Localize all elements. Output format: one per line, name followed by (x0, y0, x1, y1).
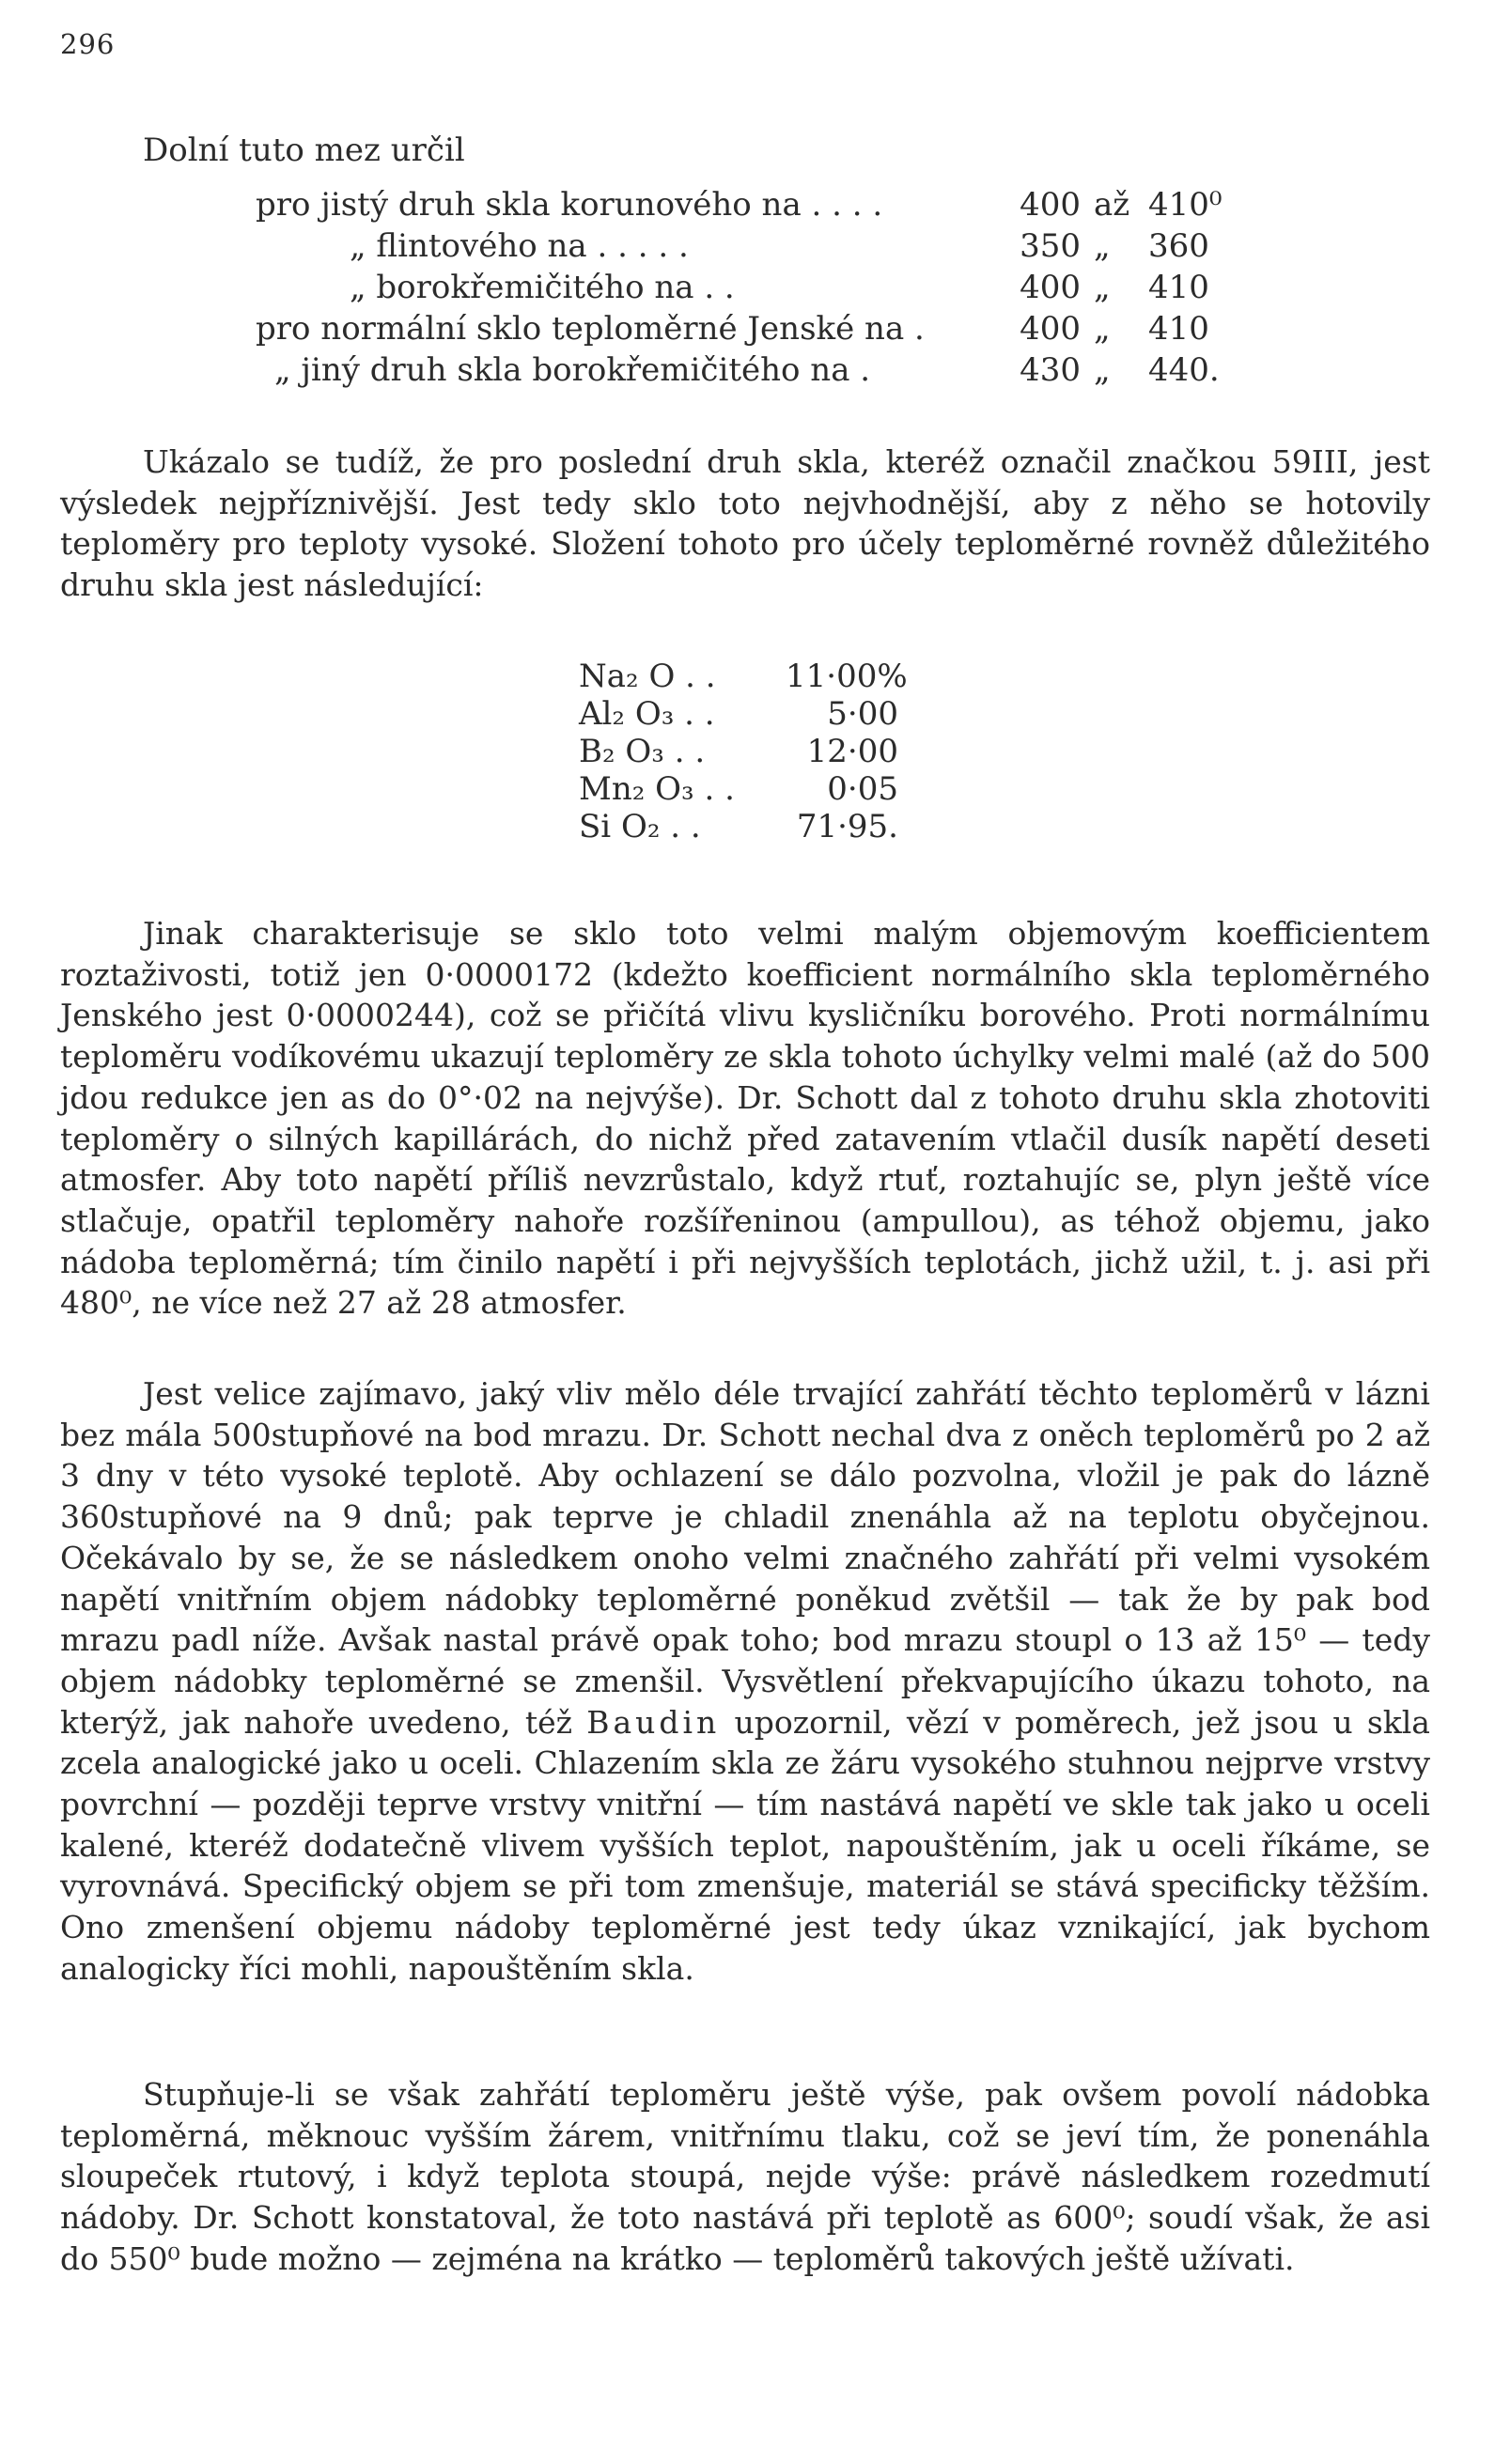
limits-to: 410 (1148, 269, 1209, 306)
limits-from: 430 (1020, 351, 1081, 389)
oxide-percent: 11·00% (786, 658, 908, 695)
limits-row (0, 186, 1495, 227)
limits-desc: „ jiný druh skla borokřemičitého na . (274, 351, 871, 389)
oxide-formula: Si O₂ . . (579, 808, 701, 845)
oxide-percent: 5·00 (827, 695, 898, 733)
limits-row (0, 351, 1495, 393)
limits-desc: pro normální sklo teploměrné Jenské na . (256, 310, 925, 348)
oxide-percent: 12·00 (806, 733, 898, 770)
limits-to: 410 (1148, 310, 1209, 348)
limits-desc: pro jistý druh skla korunového na . . . . (256, 186, 883, 224)
limits-sep: až (1094, 186, 1130, 224)
limits-from: 400 (1020, 269, 1081, 306)
paragraph: Jinak charakterisuje se sklo toto velmi malým objemovým koefficientem roztaživosti, totiž jen 0·0000172 (kdežto koefficient normálního skla teploměrného Jenského jest 0·0000244), což se přičítá vlivu kysličníku borového. Proti normálnímu teploměru vodíkovému ukazují teploměry ze skla tohoto úchylky velmi malé (až do 500 jdou redukce jen as do 0°·02 na nejvýše). Dr. Schott dal z tohoto druhu skla zhotoviti teploměry o silných kapillárách, do nichž před zatavením vtlačil dusík napětí deseti atmosfer. Aby toto napětí příliš nevzrůstalo, když rtuť, roztahujíc se, plyn ještě více stlačuje, opatřil teploměry nahoře rozšířeninou (ampullou), as téhož objemu, jako nádoba teploměrná; tím činilo napětí i při nejvyšších teplotách, jichž užil, t. j. asi při 480⁰, ne více než 27 až 28 atmosfer. (60, 915, 1430, 1322)
oxide-formula: B₂ O₃ . . (579, 733, 706, 770)
paragraph (60, 1373, 1430, 1990)
limits-to: 360 (1148, 227, 1209, 265)
limits-sep: „ (1094, 227, 1111, 265)
limits-row (0, 310, 1495, 351)
oxide-formula: Mn₂ O₃ . . (579, 770, 735, 808)
intro-line: Dolní tuto mez určil (143, 132, 465, 169)
limits-sep: „ (1094, 269, 1111, 306)
limits-row (0, 227, 1495, 269)
page-number: 296 (60, 28, 116, 60)
limits-sep: „ (1094, 310, 1111, 348)
limits-table (0, 186, 1495, 393)
paragraph: Ukázalo se tudíž, že pro poslední druh skla, kteréž označil značkou 59III, jest výsledek nejpříznivější. Jest tedy sklo toto nejvhodnější, aby z něho se hotovily teploměry pro teploty vysoké. Složení tohoto pro účely teploměrné rovněž důležitého druhu skla jest následující: (60, 443, 1430, 604)
paragraph: Stupňuje-li se však zahřátí teploměru ještě výše, pak ovšem povolí nádobka teploměrná, měknouc vyšším žárem, vnitřnímu tlaku, což se jeví tím, že ponenáhla sloupeček rtutový, i když teplota stoupá, nejde výše: právě následkem rozedmutí nádoby. Dr. Schott konstatoval, že toto nastává při teplotě as 600⁰; soudí však, že asi do 550⁰ bude možno — zejména na krátko — teploměrů takových ještě užívati. (60, 2076, 1430, 2277)
oxide-formula: Na₂ O . . (579, 658, 716, 695)
limits-row (0, 269, 1495, 310)
limits-desc: „ borokřemičitého na . . (350, 269, 735, 306)
limits-desc: „ flintového na . . . . . (350, 227, 689, 265)
paragraph-text: upozornil, vězí v poměrech, jež jsou u skla zcela analogické jako u oceli. Chlazením skla ze žáru vysokého stuhnou nejprve vrstvy povrchní — později teprve vrstvy vnitřní — tím nastává napětí ve skle tak jako u oceli kalené, kteréž dodatečně vlivem vyšších teplot, napouštěním, jak u oceli říkáme, se vyrovnává. Specifický objem se při tom zmenšuje, materiál se stává specificky těžším. Ono zmenšení objemu nádoby teploměrné jest tedy úkaz vznikající, jak bychom analogicky říci mohli, napouštěním skla. (60, 1703, 1430, 1987)
oxide-percent: 71·95. (796, 808, 898, 845)
oxide-formula: Al₂ O₃ . . (579, 695, 715, 733)
limits-from: 350 (1020, 227, 1081, 265)
oxide-percent: 0·05 (827, 770, 898, 808)
limits-from: 400 (1020, 186, 1081, 224)
person-name: Baudin (586, 1703, 721, 1741)
paragraph-text: Jest velice zajímavo, jaký vliv mělo déle trvající zahřátí těchto teploměrů v lázni bez mála 500stupňové na bod mrazu. Dr. Schott nechal dva z oněch teploměrů po 2 až 3 dny v této vysoké teplotě. Aby ochlazení se dálo pozvolna, vložil je pak do lázně 360stupňové na 9 dnů; pak teprve je chladil znenáhla až na teplotu obyčejnou. Očekávalo by se, že se následkem onoho velmi značného zahřátí při velmi vysokém napětí vnitřním objem nádobky teploměrné poněkud zvětšil — tak že by pak bod mrazu padl níže. Avšak nastal právě opak toho; bod mrazu stoupl o 13 až 15⁰ — tedy objem nádobky teploměrné se zmenšil. Vysvětlení překvapujícího úkazu tohoto, na kterýž, jak nahoře uvedeno, též (60, 1375, 1430, 1741)
limits-from: 400 (1020, 310, 1081, 348)
limits-sep: „ (1094, 351, 1111, 389)
limits-to: 440. (1148, 351, 1220, 389)
limits-to: 410⁰ (1148, 186, 1222, 224)
